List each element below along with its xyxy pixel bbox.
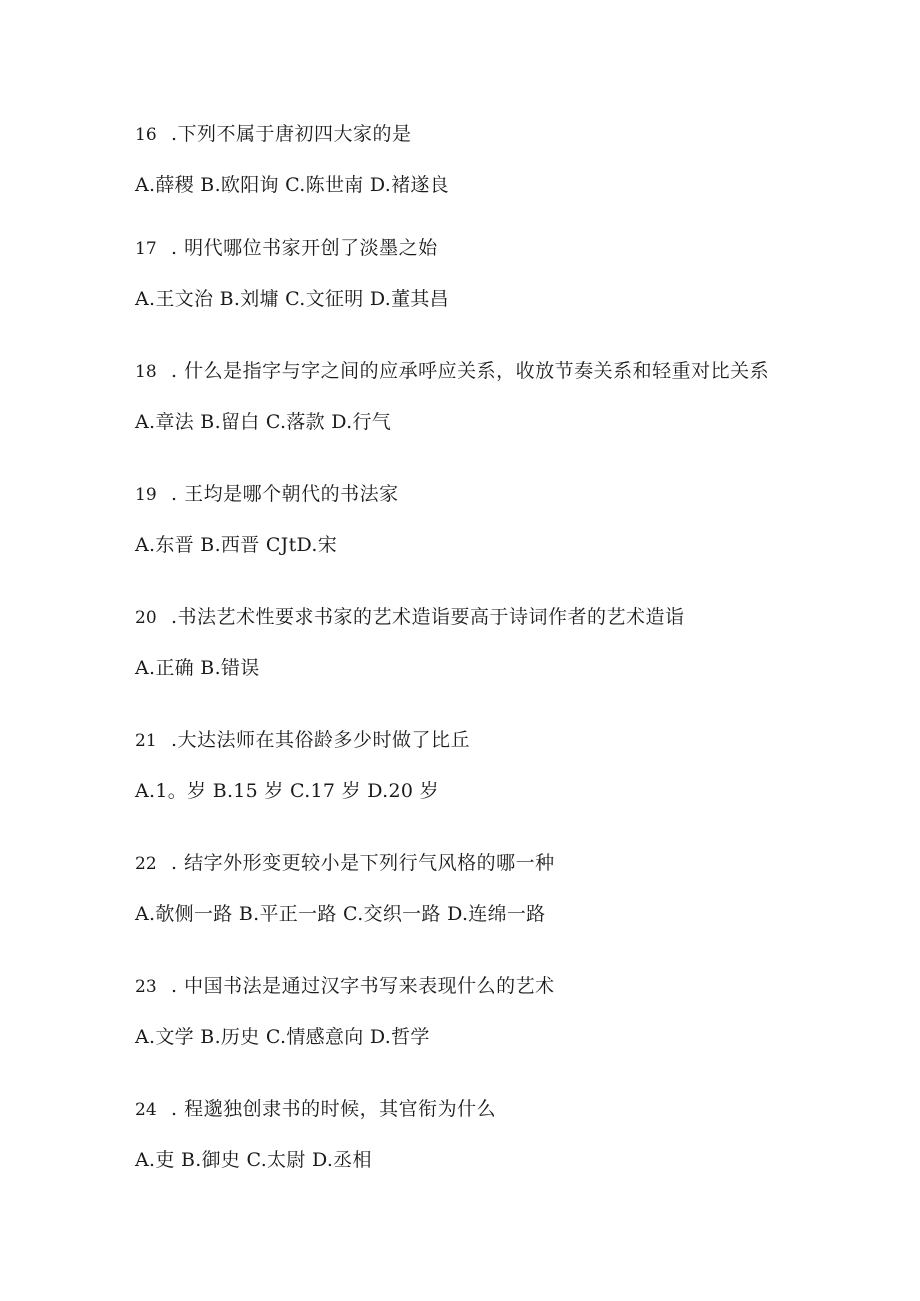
question-23 — [135, 974, 880, 1049]
question-number: 18 — [135, 362, 157, 382]
answer-options: A.吏 B.御史 C.太尉 D.丞相 — [135, 1149, 372, 1171]
answer-options: A.王文治 B.刘墉 C.文征明 D.董其昌 — [135, 288, 449, 310]
question-stem — [135, 605, 880, 630]
answer-options: A.1。岁 B.15 岁 C.17 岁 D.20 岁 — [135, 780, 439, 802]
question-stem — [135, 122, 880, 147]
question-20 — [135, 605, 880, 680]
question-19 — [135, 482, 880, 557]
question-text: . 明代哪位书家开创了淡墨之始 — [171, 237, 438, 259]
question-18 — [135, 359, 880, 434]
question-22 — [135, 851, 880, 926]
question-number: 20 — [135, 608, 157, 628]
answer-options: A.文学 B.历史 C.情感意向 D.哲学 — [135, 1026, 430, 1048]
question-17 — [135, 236, 880, 311]
question-stem — [135, 482, 880, 507]
question-number: 22 — [135, 854, 157, 874]
question-16 — [135, 122, 880, 197]
question-stem — [135, 359, 880, 384]
question-text: .大达法师在其俗龄多少时做了比丘 — [171, 729, 471, 751]
question-stem — [135, 728, 880, 753]
question-24 — [135, 1097, 880, 1172]
answer-options: A.正确 B.错误 — [135, 657, 260, 679]
question-number: 16 — [135, 125, 157, 145]
question-text: .下列不属于唐初四大家的是 — [171, 123, 412, 145]
question-text: . 中国书法是通过汉字书写来表现什么的艺术 — [171, 975, 555, 997]
question-number: 23 — [135, 977, 157, 997]
question-number: 24 — [135, 1100, 157, 1120]
answer-options: A.欹侧一路 B.平正一路 C.交织一路 D.连绵一路 — [135, 903, 546, 925]
answer-options: A.东晋 B.西晋 CJtD.宋 — [135, 534, 338, 556]
question-number: 21 — [135, 731, 157, 751]
question-text: . 什么是指字与字之间的应承呼应关系，收放节奏关系和轻重对比关系 — [171, 360, 770, 382]
answer-options: A.章法 B.留白 C.落款 D.行气 — [135, 411, 392, 433]
question-21 — [135, 728, 880, 803]
question-text: . 王均是哪个朝代的书法家 — [171, 483, 399, 505]
question-stem — [135, 1097, 880, 1122]
question-text: . 结字外形变更较小是下列行气风格的哪一种 — [171, 852, 555, 874]
question-number: 17 — [135, 239, 157, 259]
question-stem — [135, 236, 880, 261]
question-text: . 程邈独创隶书的时候，其官衔为什么 — [171, 1098, 497, 1120]
question-stem — [135, 974, 880, 999]
question-text: .书法艺术性要求书家的艺术造诣要高于诗词作者的艺术造诣 — [171, 606, 685, 628]
question-stem — [135, 851, 880, 876]
answer-options: A.薛稷 B.欧阳询 C.陈世南 D.褚遂良 — [135, 174, 449, 196]
question-number: 19 — [135, 485, 157, 505]
